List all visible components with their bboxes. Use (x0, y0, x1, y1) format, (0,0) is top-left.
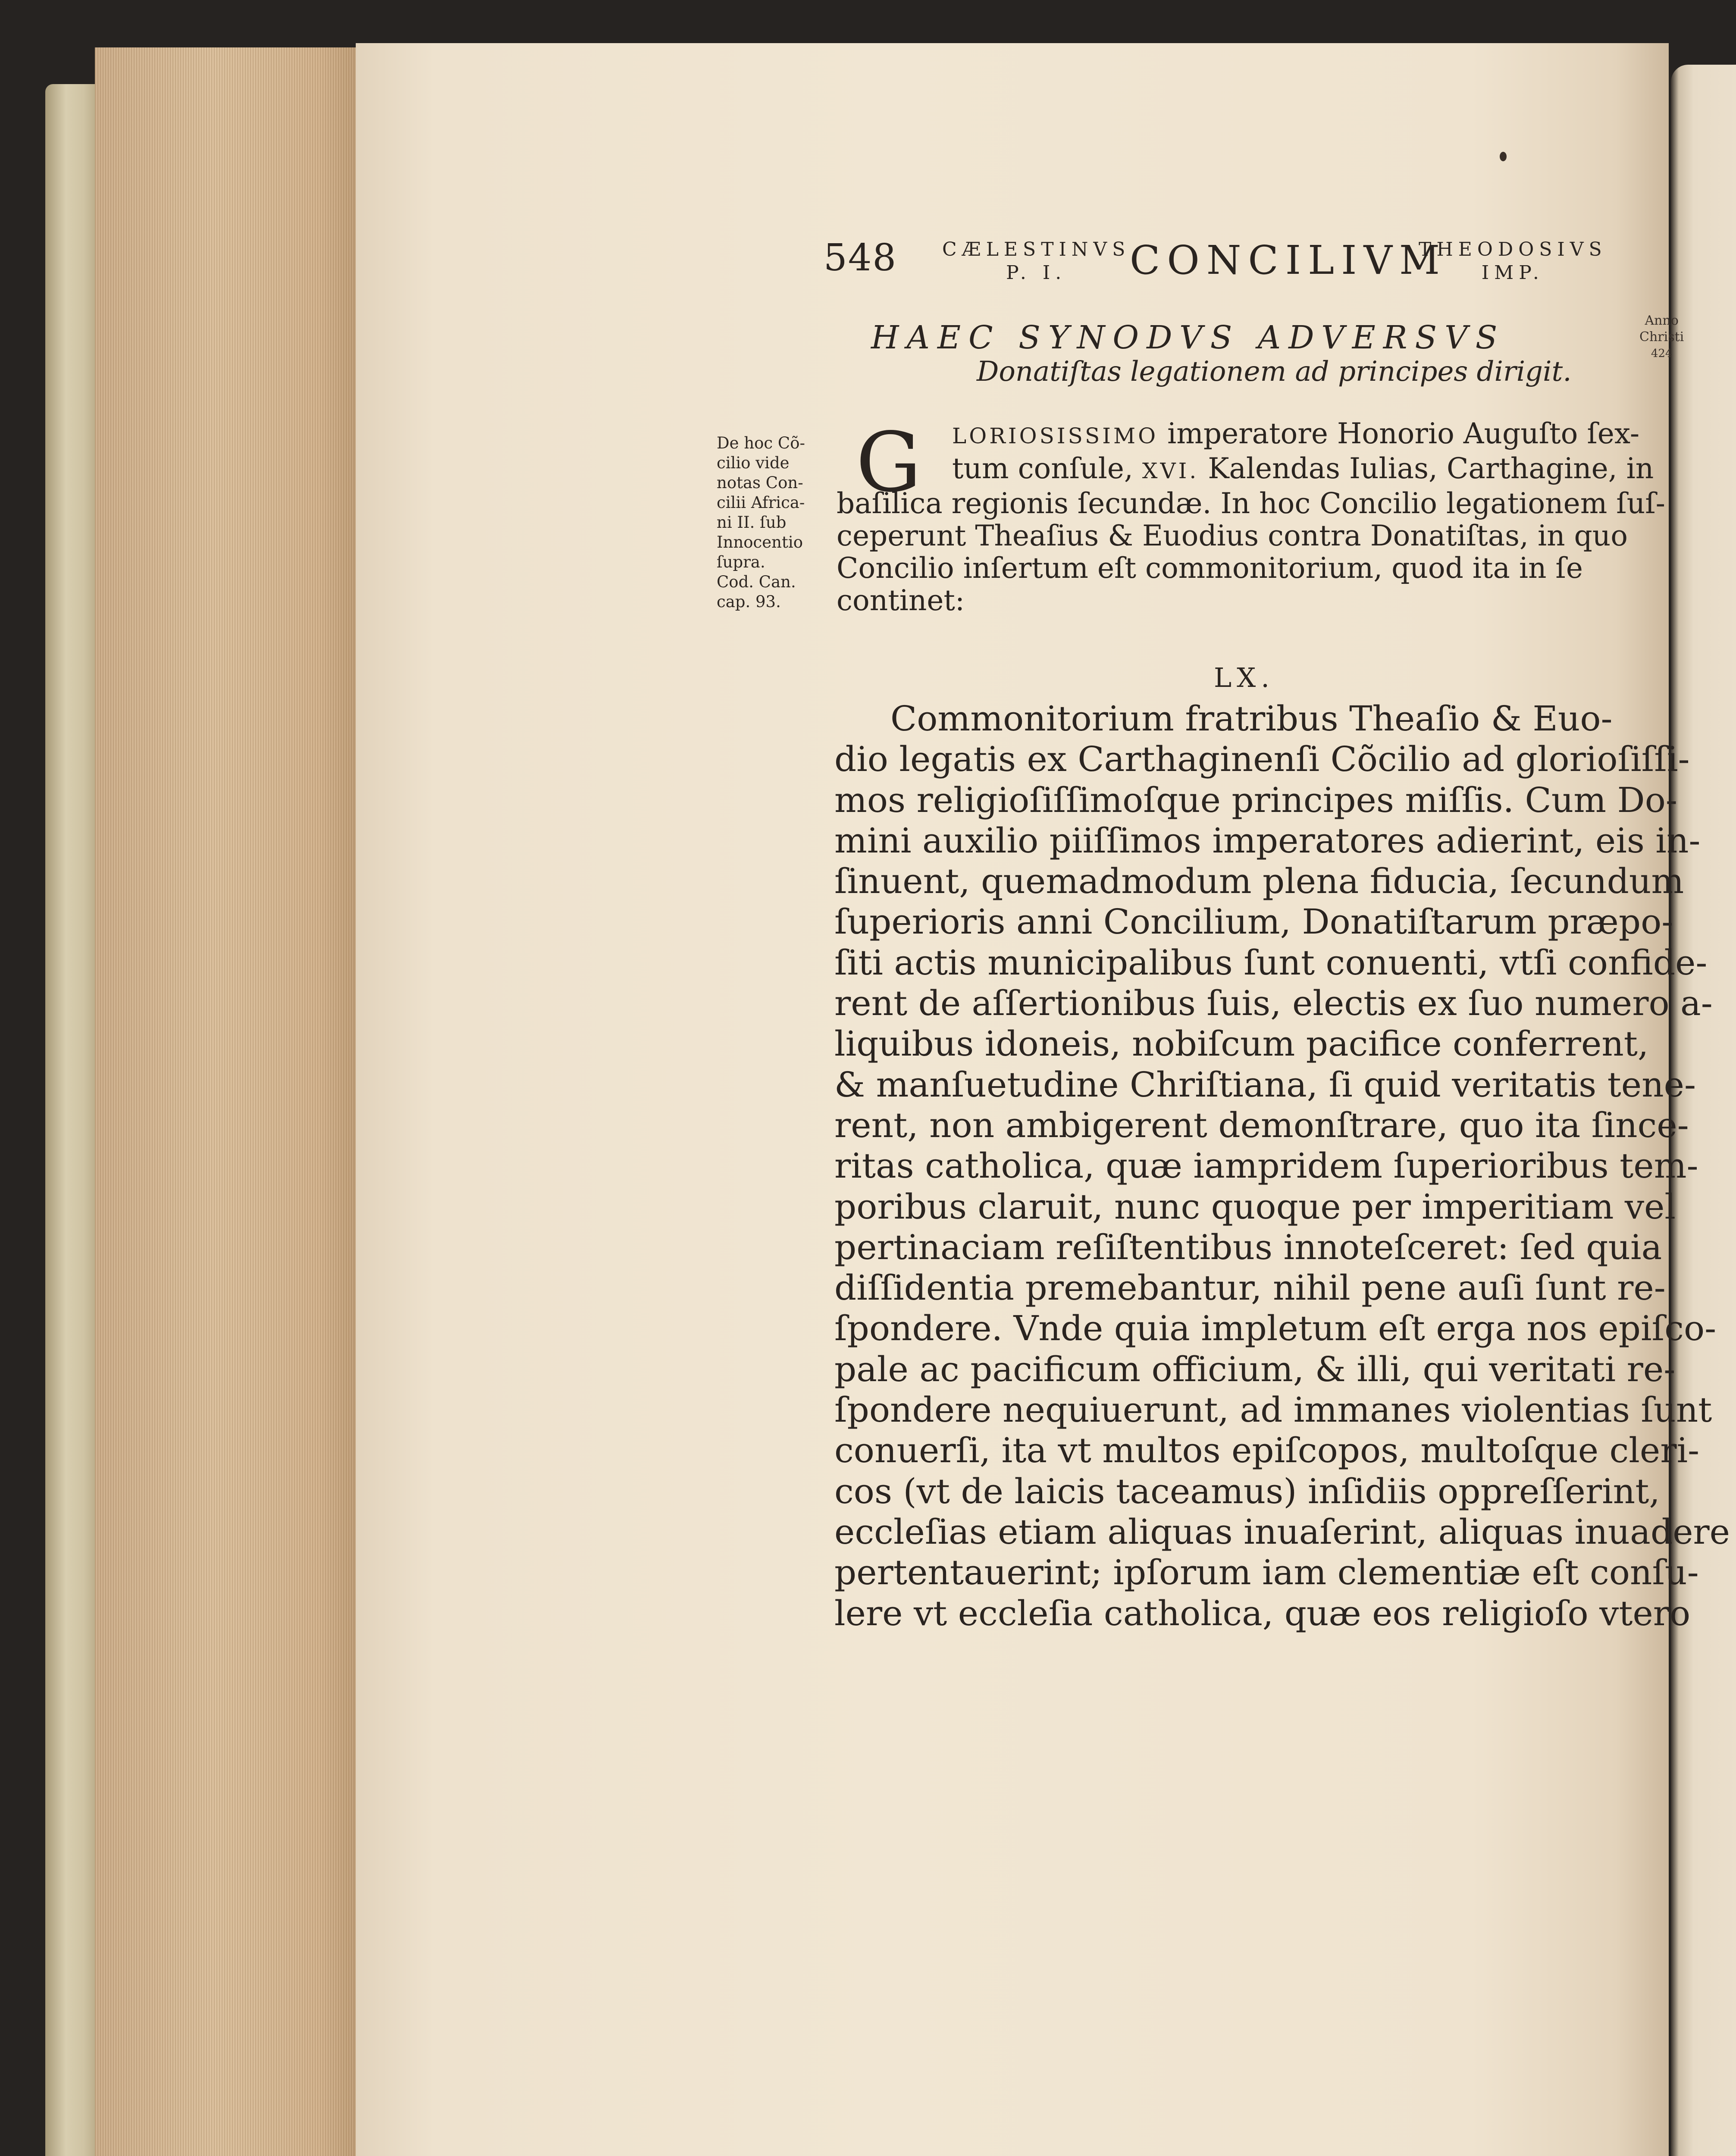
annotation-line: 424 (1651, 347, 1673, 360)
intro-line: ceperunt Theaſius & Euodius contra Donatiſtas, in quo (837, 519, 1628, 552)
body-line: pertentauerint; ipſorum iam clementiæ eſt conſu- (834, 1552, 1699, 1593)
body-line: liquibus idoneis, nobiſcum pacifice conferrent, (834, 1024, 1649, 1064)
body-line: & manſuetudine Chriſtiana, ſi quid veritatis tene- (834, 1064, 1696, 1105)
body-line: Commonitorium fratribus Theaſio & Euo- (890, 699, 1613, 739)
section-heading-line2: Donatiſtas legationem ad principes dirigit. (977, 356, 1572, 388)
header-right-line2: IMP. (1481, 262, 1544, 284)
body-line: mini auxilio piiſſimos imperatores adierint, eis in- (834, 820, 1701, 861)
margin-note-line: cap. 93. (717, 592, 781, 611)
body-line: ſpondere. Vnde quia impletum eſt erga nos epiſco- (834, 1308, 1717, 1349)
header-left (942, 238, 1130, 285)
intro-text: Kalendas Iulias, Carthagine, in (1199, 452, 1654, 485)
paragraph-commonitorium (834, 699, 1730, 1634)
margin-note (717, 433, 805, 612)
body-line: eccleſias etiam aliquas inuaſerint, aliquas inuadere (834, 1511, 1730, 1552)
body-line: diſſidentia premebantur, nihil pene auſi ſunt re- (834, 1268, 1666, 1308)
body-line: ſinuent, quemadmodum plena fiducia, ſecundum (834, 861, 1684, 902)
page-fore-edge (95, 47, 360, 2156)
margin-note-line: cilii Africa- (717, 493, 805, 512)
body-line: mos religioſiſſimoſque principes miſſis. Cum Do- (834, 780, 1677, 820)
intro-line (837, 417, 1665, 452)
intro-line (837, 452, 1665, 487)
drop-cap: G (856, 415, 921, 510)
annotation-line: Christi (1639, 329, 1684, 345)
intro-text: imperatore Honorio Auguſto ſex- (1158, 417, 1640, 450)
first-word: LORIOSISSIMO (952, 423, 1159, 448)
margin-note-line: notas Con- (717, 473, 803, 492)
annotation-line: Anno (1645, 313, 1679, 328)
section-heading-line1: HAEC SYNODVS ADVERSVS (871, 319, 1505, 356)
body-line: cos (vt de laicis taceamus) inſidiis oppreſſerint, (834, 1471, 1660, 1511)
body-line: pale ac pacificum officium, & illi, qui veritati re- (834, 1349, 1676, 1389)
margin-note-line: ni II. ſub (717, 513, 787, 532)
canon-number: LX. (1214, 662, 1275, 693)
margin-note-line: Cod. Can. (717, 573, 796, 591)
header-left-line1: CÆLESTINVS (942, 238, 1131, 260)
intro-line: continet: (837, 584, 965, 617)
body-line: poribus claruit, nunc quoque per imperitiam vel (834, 1186, 1676, 1227)
ink-spot (1500, 152, 1507, 161)
margin-note-line: Innocentio (717, 533, 803, 552)
margin-note-line: cilio vide (717, 454, 790, 472)
margin-note-line: De hoc Cõ- (717, 434, 805, 452)
intro-line: Concilio inſertum eſt commonitorium, quod ita in ſe (837, 552, 1583, 585)
intro-text: tum conſule, (952, 452, 1142, 485)
header-title: CONCILIVM (1130, 237, 1447, 283)
body-line: lere vt eccleſia catholica, quæ eos religioſo vtero (834, 1593, 1691, 1633)
year-annotation (1639, 313, 1684, 362)
body-line: rent, non ambigerent demonſtrare, quo ita ſince- (834, 1105, 1689, 1145)
header-left-line2: P. I. (1006, 262, 1067, 284)
body-line: rent de aſſertionibus ſuis, electis ex ſuo numero a- (834, 983, 1713, 1024)
body-line: ſuperioris anni Concilium, Donatiſtarum præpo- (834, 902, 1673, 942)
header-right-line1: THEODOSIVS (1419, 238, 1607, 260)
header-right (1419, 238, 1607, 285)
body-line: pertinaciam reſiſtentibus innoteſceret: ſed quia (834, 1227, 1662, 1267)
page-number: 548 (824, 236, 897, 279)
book-cover-edge (45, 84, 97, 2156)
body-line: ritas catholica, quæ iampridem ſuperioribus tem- (834, 1146, 1698, 1186)
date-numeral: XVI. (1142, 458, 1199, 483)
intro-line: baſilica regionis ſecundæ. In hoc Concilio legationem ſuſ- (837, 487, 1665, 520)
body-line: conuerſi, ita vt multos epiſcopos, multoſque cleri- (834, 1430, 1700, 1471)
body-line: ſiti actis municipalibus ſunt conuenti, vtſi confide- (834, 942, 1708, 983)
margin-note-line: ſupra. (717, 553, 765, 571)
paragraph-intro (837, 417, 1665, 617)
body-line: ſpondere nequiuerunt, ad immanes violentias ſunt (834, 1390, 1712, 1430)
body-line: dio legatis ex Carthaginenſi Cõcilio ad glorioſiſſi- (834, 739, 1690, 780)
